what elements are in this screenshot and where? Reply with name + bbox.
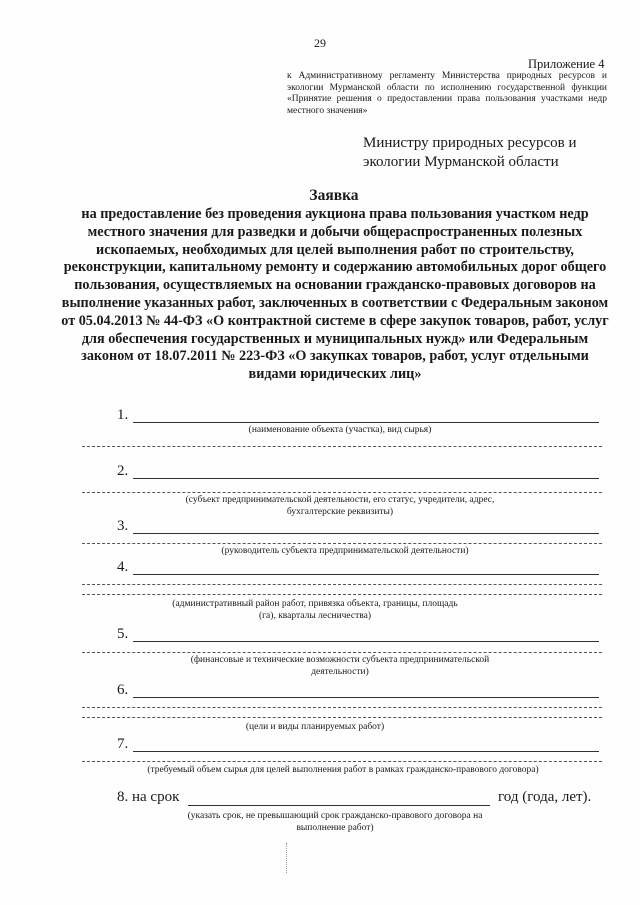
field-number: 7. (117, 736, 129, 752)
field-caption: (субъект предпринимательской деятельности, его статус, учредители, адрес, бухгалтерские реквизиты) (185, 495, 495, 517)
field-caption: (финансовые и технические возможности субъекта предпринимательской деятельности) (190, 655, 490, 677)
term-suffix: год (года, лет). (498, 789, 592, 805)
field-line[interactable] (133, 574, 599, 575)
field-number: 1. (117, 407, 129, 423)
term-label: 8. на срок (117, 789, 180, 805)
field-number: 4. (117, 559, 129, 575)
field-caption: (руководитель субъекта предпринимательской деятельности) (221, 546, 469, 556)
field-line[interactable] (82, 761, 602, 762)
term-input-line[interactable] (188, 805, 490, 806)
field-line[interactable] (133, 422, 599, 423)
field-caption: (цели и виды планируемых работ) (245, 722, 385, 732)
field-number: 5. (117, 626, 129, 642)
field-line[interactable] (82, 446, 602, 447)
field-line[interactable] (82, 717, 602, 718)
field-line[interactable] (133, 533, 599, 534)
scan-mark (286, 843, 289, 873)
field-caption: (наименование объекта (участка), вид сырья) (248, 425, 432, 435)
field-number: 2. (117, 463, 129, 479)
field-line[interactable] (82, 594, 602, 595)
field-line[interactable] (133, 641, 599, 642)
field-line[interactable] (82, 652, 602, 653)
field-line[interactable] (133, 478, 599, 479)
appendix-text: к Административному регламенту Министерства природных ресурсов и экологии Мурманской области по исполнению государственной функции «Принятие решения о предоставлении права пользования участками недр местного значения» (287, 71, 607, 116)
document-title: Заявка (309, 187, 359, 204)
field-line[interactable] (82, 584, 602, 585)
field-line[interactable] (82, 707, 602, 708)
field-line[interactable] (133, 697, 599, 698)
document-subtitle: на предоставление без проведения аукциона права пользования участком недр местного значения для разведки и добычи общераспространенных полезных ископаемых, необходимых для целей выполнения работ по строительству, реконструкции, капитальному ремонту и содержанию автомобильных дорог общего пользования, осуществляемых на основании гражданско-правовых договоров на выполнение указанных работ, заключенных в соответствии с Федеральным законом от 05.04.2013 № 44-ФЗ «О контрактной системе в сфере закупок товаров, работ, услуг для обеспечения государственных и муниципальных нужд» или Федеральным законом от 18.07.2011 № 223-ФЗ «О закупках товаров, работ, услуг отдельными видами юридических лиц» (61, 206, 609, 383)
field-number: 6. (117, 682, 129, 698)
field-line[interactable] (133, 751, 599, 752)
addressee: Министру природных ресурсов и экологии Мурманской области (363, 135, 577, 170)
appendix-title: Приложение 4 (528, 57, 605, 71)
field-number: 3. (117, 518, 129, 534)
term-caption: (указать срок, не превышающий срок гражданско-правового договора на выполнение работ) (187, 811, 483, 833)
field-caption: (административный район работ, привязка объекта, границы, площадь (га), кварталы лесничества) (172, 599, 458, 621)
field-line[interactable] (82, 543, 602, 544)
field-caption: (требуемый объем сырья для целей выполнения работ в рамках гражданско-правового договора) (147, 765, 539, 775)
field-line[interactable] (82, 492, 602, 493)
page-number: 29 (314, 36, 326, 50)
